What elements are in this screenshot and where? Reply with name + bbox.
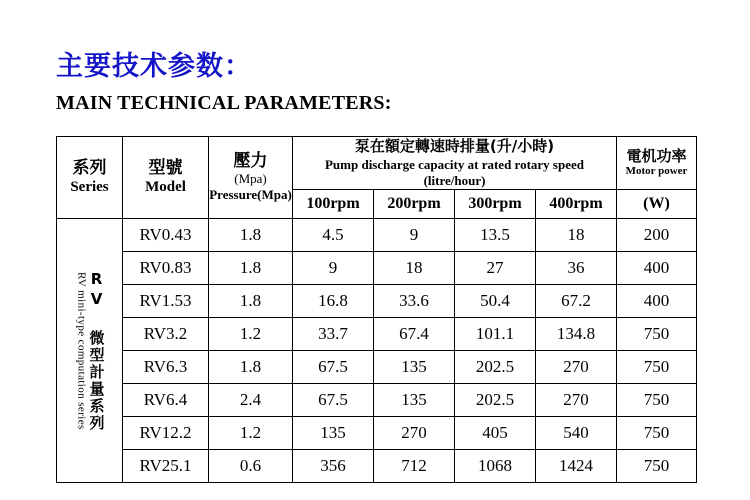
cell-rpm200: 18 — [374, 252, 455, 285]
header-pressure-label-en: Pressure(Mpa) — [209, 186, 292, 202]
header-rpm-400 — [536, 190, 617, 219]
header-pump-label-en: Pump discharge capacity at rated rotary speed (litre/hour) — [324, 156, 584, 188]
cell-model: RV6.3 — [123, 351, 209, 384]
series-group-cell — [57, 219, 123, 483]
header-rpm-200 — [374, 190, 455, 219]
cell-model: RV3.2 — [123, 318, 209, 351]
table-row — [57, 219, 697, 252]
cell-rpm300: 202.5 — [455, 384, 536, 417]
cell-rpm200: 67.4 — [374, 318, 455, 351]
cell-model: RV0.83 — [123, 252, 209, 285]
header-motor-unit-label: (W) — [643, 195, 670, 212]
cell-rpm200: 270 — [374, 417, 455, 450]
cell-motor: 750 — [617, 351, 697, 384]
cell-motor: 400 — [617, 285, 697, 318]
table-row — [57, 450, 697, 483]
header-pump-discharge — [293, 137, 617, 190]
cell-rpm400: 270 — [536, 351, 617, 384]
cell-rpm100: 16.8 — [293, 285, 374, 318]
cell-motor: 750 — [617, 384, 697, 417]
cell-pressure: 1.8 — [209, 219, 293, 252]
header-pressure — [209, 137, 293, 219]
cell-rpm300: 27 — [455, 252, 536, 285]
header-model — [123, 137, 209, 219]
cell-rpm300: 405 — [455, 417, 536, 450]
cell-rpm100: 33.7 — [293, 318, 374, 351]
cell-rpm200: 33.6 — [374, 285, 455, 318]
header-series-label-cn: 系列 — [72, 157, 107, 178]
header-rpm-100 — [293, 190, 374, 219]
cell-rpm400: 67.2 — [536, 285, 617, 318]
header-motor-power — [617, 137, 697, 190]
page-title-english: MAIN TECHNICAL PARAMETERS: — [56, 92, 392, 114]
page-title-chinese: 主要技术参数： — [56, 51, 252, 82]
cell-model: RV12.2 — [123, 417, 209, 450]
cell-rpm400: 36 — [536, 252, 617, 285]
cell-motor: 200 — [617, 219, 697, 252]
cell-rpm400: 18 — [536, 219, 617, 252]
cell-motor: 400 — [617, 252, 697, 285]
header-pressure-unit: (Mpa) — [234, 171, 267, 186]
cell-pressure: 1.2 — [209, 417, 293, 450]
cell-model: RV6.4 — [123, 384, 209, 417]
cell-motor: 750 — [617, 318, 697, 351]
header-model-label-en: Model — [145, 179, 186, 196]
table-row — [57, 252, 697, 285]
cell-pressure: 1.8 — [209, 252, 293, 285]
table-header-row-top — [57, 137, 697, 190]
series-vertical-label — [57, 223, 122, 479]
cell-rpm400: 1424 — [536, 450, 617, 483]
cell-pressure: 2.4 — [209, 384, 293, 417]
cell-motor: 750 — [617, 450, 697, 483]
table-row — [57, 417, 697, 450]
cell-rpm100: 4.5 — [293, 219, 374, 252]
cell-rpm200: 135 — [374, 351, 455, 384]
cell-rpm200: 9 — [374, 219, 455, 252]
header-motor-label-en: Motor power — [625, 165, 688, 178]
cell-model: RV0.43 — [123, 219, 209, 252]
cell-rpm300: 13.5 — [455, 219, 536, 252]
header-rpm-100-label: 100rpm — [306, 195, 360, 212]
cell-rpm400: 540 — [536, 417, 617, 450]
header-rpm-300-label: 300rpm — [468, 195, 522, 212]
table-row — [57, 384, 697, 417]
cell-rpm400: 134.8 — [536, 318, 617, 351]
cell-pressure: 1.8 — [209, 285, 293, 318]
series-label-en: RV mini-type computation series — [75, 271, 88, 430]
table-row — [57, 351, 697, 384]
header-model-label-cn: 型號 — [148, 157, 183, 178]
header-rpm-300 — [455, 190, 536, 219]
cell-rpm400: 270 — [536, 384, 617, 417]
table-row — [57, 285, 697, 318]
cell-rpm300: 202.5 — [455, 351, 536, 384]
cell-pressure: 1.2 — [209, 318, 293, 351]
header-rpm-400-label: 400rpm — [549, 195, 603, 212]
header-pressure-label-cn: 壓力 — [233, 151, 268, 172]
header-motor-unit — [617, 190, 697, 219]
header-series — [57, 137, 123, 219]
cell-rpm100: 67.5 — [293, 351, 374, 384]
cell-rpm100: 67.5 — [293, 384, 374, 417]
header-series-label-en: Series — [70, 179, 109, 196]
cell-rpm100: 9 — [293, 252, 374, 285]
cell-model: RV25.1 — [123, 450, 209, 483]
header-pump-label-cn: 泵在額定轉速時排量(升/小時) — [354, 137, 555, 155]
header-rpm-200-label: 200rpm — [387, 195, 441, 212]
table-row — [57, 318, 697, 351]
series-label-cn: RV 微型計量系列 — [87, 269, 106, 432]
cell-rpm300: 101.1 — [455, 318, 536, 351]
cell-motor: 750 — [617, 417, 697, 450]
cell-rpm100: 135 — [293, 417, 374, 450]
header-motor-label-cn: 電机功率 — [626, 147, 687, 166]
cell-pressure: 0.6 — [209, 450, 293, 483]
cell-rpm200: 135 — [374, 384, 455, 417]
cell-rpm100: 356 — [293, 450, 374, 483]
cell-rpm200: 712 — [374, 450, 455, 483]
cell-rpm300: 50.4 — [455, 285, 536, 318]
cell-model: RV1.53 — [123, 285, 209, 318]
technical-parameters-table — [56, 136, 697, 483]
cell-pressure: 1.8 — [209, 351, 293, 384]
cell-rpm300: 1068 — [455, 450, 536, 483]
